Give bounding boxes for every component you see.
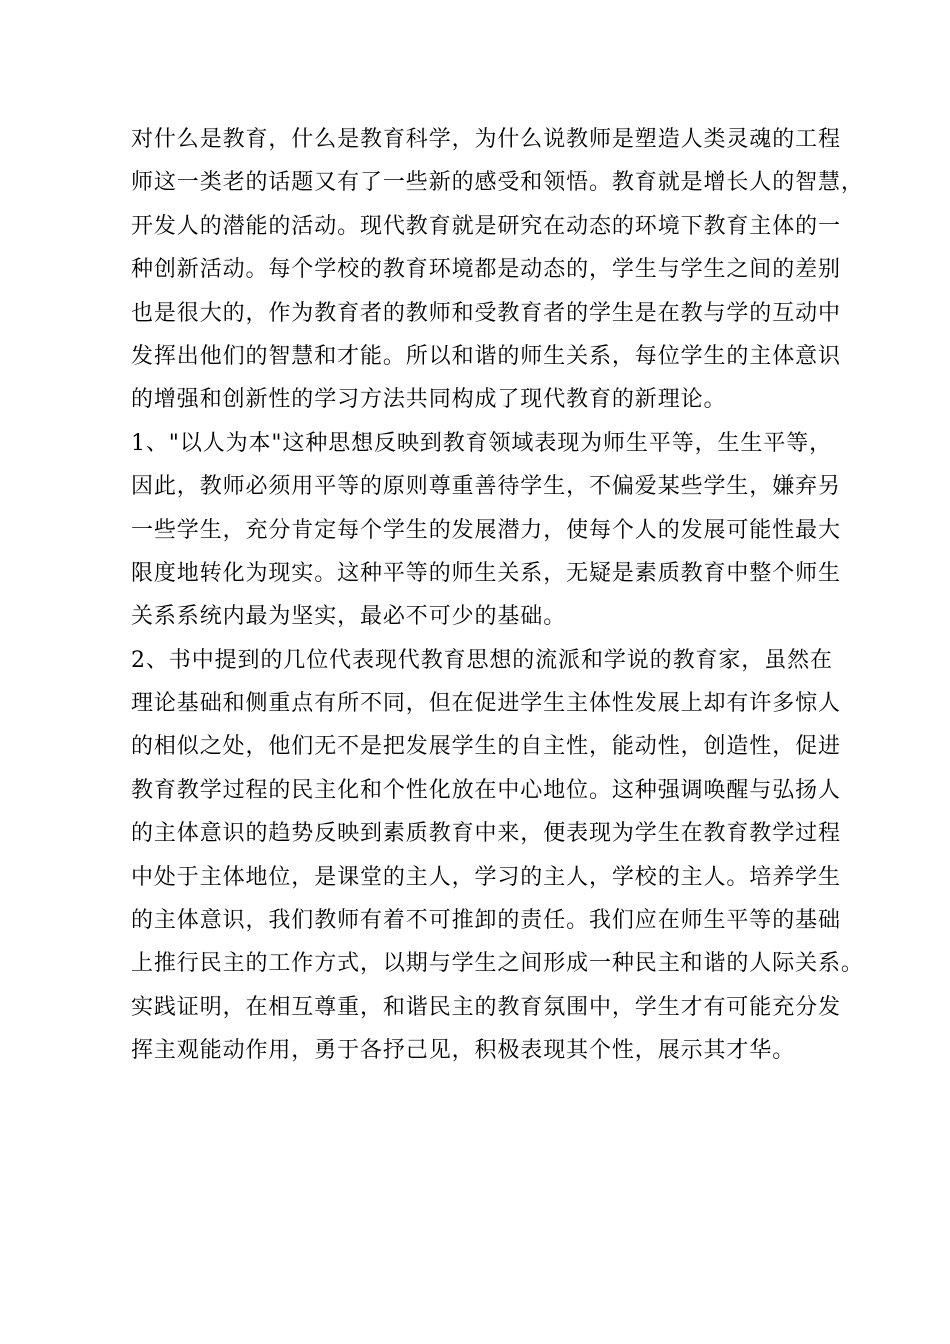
text-line: 师这一类老的话题又有了一些新的感受和领悟。教育就是增长人的智慧， (131, 170, 864, 196)
text-line: 中处于主体地位，是课堂的主人，学习的主人，学校的主人。培养学生 (131, 864, 841, 890)
text-line: 的主体意识，我们教师有着不可推卸的责任。我们应在师生平等的基础 (131, 908, 841, 934)
text-line: 的主体意识的趋势反映到素质教育中来，便表现为学生在教育教学过程 (131, 821, 841, 847)
text-line: 一些学生，充分肯定每个学生的发展潜力，使每个人的发展可能性最大 (131, 517, 841, 543)
text-line: 理论基础和侧重点有所不同，但在促进学生主体性发展上却有许多惊人 (131, 691, 841, 717)
text-line: 也是很大的，作为教育者的教师和受教育者的学生是在教与学的互动中 (131, 300, 841, 326)
text-line: 1、"以人为本"这种思想反映到教育领域表现为师生平等，生生平等， (131, 430, 833, 456)
text-line: 的增强和创新性的学习方法共同构成了现代教育的新理论。 (131, 387, 727, 413)
text-line: 2、书中提到的几位代表现代教育思想的流派和学说的教育家，虽然在 (131, 647, 833, 673)
text-line: 教育教学过程的民主化和个性化放在中心地位。这种强调唤醒与弘扬人 (131, 777, 841, 803)
text-line: 实践证明，在相互尊重，和谐民主的教育氛围中，学生才有可能充分发 (131, 994, 841, 1020)
text-line: 挥主观能动作用，勇于各抒己见，积极表现其个性，展示其才华。 (131, 1038, 796, 1064)
text-line: 上推行民主的工作方式，以期与学生之间形成一种民主和谐的人际关系。 (131, 951, 864, 977)
text-line: 限度地转化为现实。这种平等的师生关系，无疑是素质教育中整个师生 (131, 560, 841, 586)
text-line: 因此，教师必须用平等的原则尊重善待学生，不偏爱某些学生，嫌弃另 (131, 474, 841, 500)
text-line: 开发人的潜能的活动。现代教育就是研究在动态的环境下教育主体的一 (131, 213, 841, 239)
text-line: 种创新活动。每个学校的教育环境都是动态的，学生与学生之间的差别 (131, 257, 841, 283)
document-body (131, 118, 864, 1073)
text-line: 发挥出他们的智慧和才能。所以和谐的师生关系，每位学生的主体意识 (131, 343, 841, 369)
text-line: 对什么是教育，什么是教育科学，为什么说教师是塑造人类灵魂的工程 (131, 127, 841, 152)
text-line: 的相似之处，他们无不是把发展学生的自主性，能动性，创造性，促进 (131, 734, 841, 760)
text-line: 关系系统内最为坚实，最必不可少的基础。 (131, 604, 567, 630)
